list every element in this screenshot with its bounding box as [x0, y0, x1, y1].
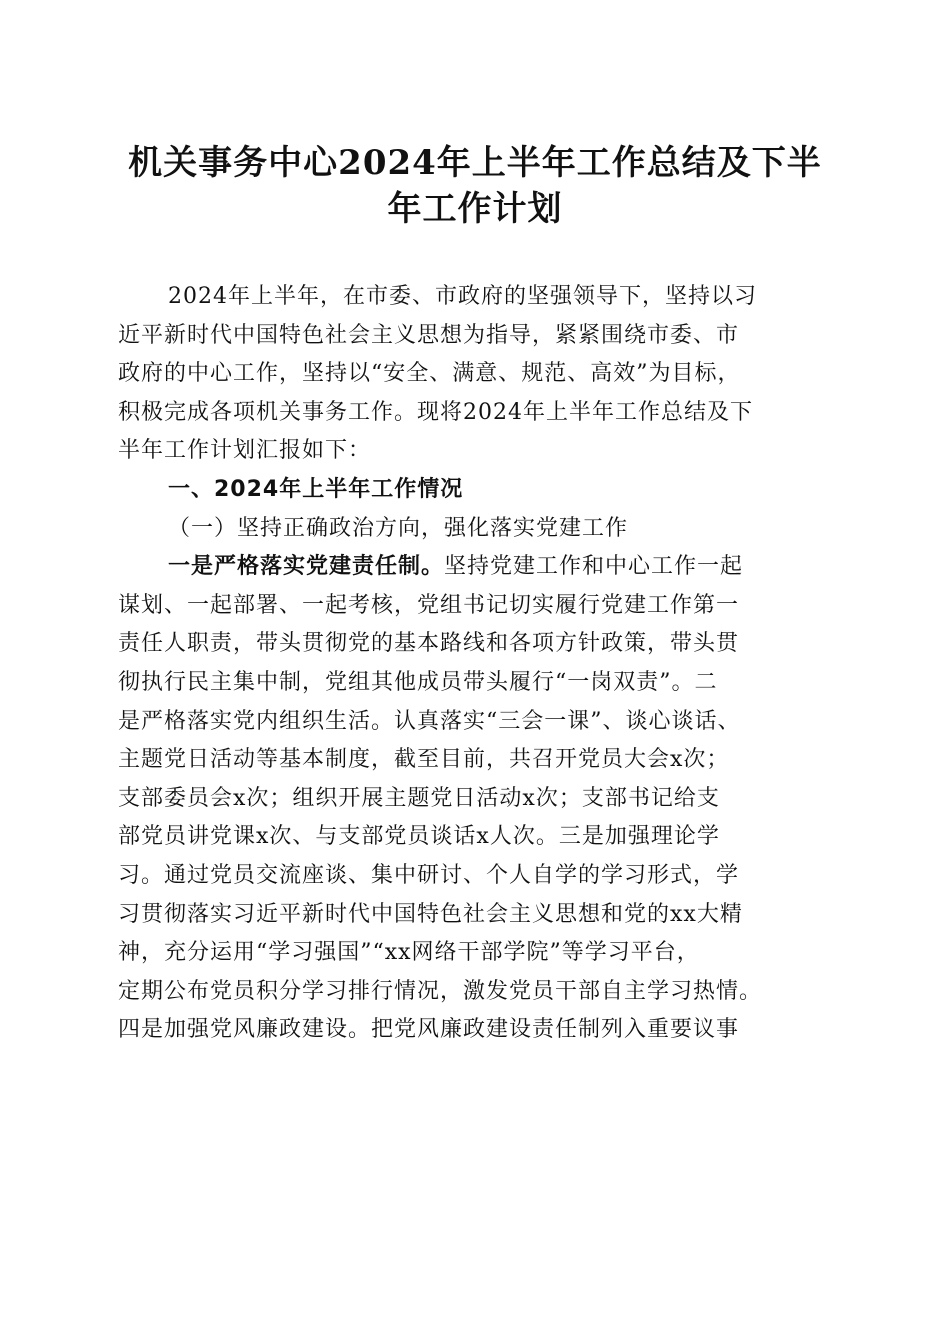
intro-line-5: 半年工作计划汇报如下： — [118, 438, 372, 464]
title-line-2: 年工作计划 — [387, 189, 563, 229]
para-1-lead: 一是严格落实党建责任制。 — [168, 554, 445, 580]
title-line-1: 机关事务中心2024年上半年工作总结及下半 — [128, 143, 822, 183]
para-1-line-13: 四是加强党风廉政建设。把党风廉政建设责任制列入重要议事 — [118, 1017, 740, 1043]
intro-line-3: 政府的中心工作，坚持以“安全、满意、规范、高效”为目标， — [118, 361, 741, 387]
para-1-first-line-rest: 坚持党建工作和中心工作一起 — [444, 554, 744, 580]
document-title — [100, 140, 850, 232]
para-1-line-7: 支部委员会x次；组织开展主题党日活动x次；支部书记给支 — [118, 785, 720, 811]
para-1-line-6: 主题党日活动等基本制度，截至目前，共召开党员大会x次； — [118, 747, 730, 773]
para-1-line-2: 谋划、一起部署、一起考核，党组书记切实履行党建工作第一 — [118, 592, 740, 618]
para-1-line-3: 责任人职责，带头贯彻党的基本路线和各项方针政策，带头贯 — [118, 631, 740, 657]
section-1-heading: 一、2024年上半年工作情况 — [168, 476, 464, 502]
para-1-line-8: 部党员讲党课x次、与支部党员谈话x人次。三是加强理论学 — [118, 824, 720, 850]
para-1-line-12: 定期公布党员积分学习排行情况，激发党员干部自主学习热情。 — [118, 978, 763, 1004]
document-body — [118, 278, 848, 1050]
intro-line-2: 近平新时代中国特色社会主义思想为指导，紧紧围绕市委、市 — [118, 322, 740, 348]
para-1-line-9: 习。通过党员交流座谈、集中研讨、个人自学的学习形式，学 — [118, 862, 740, 888]
para-1-line-5: 是严格落实党内组织生活。认真落实“三会一课”、谈心谈话、 — [118, 708, 741, 734]
intro-line-4: 积极完成各项机关事务工作。现将2024年上半年工作总结及下 — [118, 399, 753, 425]
para-1-line-1 — [118, 548, 848, 587]
para-1-line-10: 习贯彻落实习近平新时代中国特色社会主义思想和党的xx大精 — [118, 901, 743, 927]
subsection-1-heading: （一）坚持正确政治方向，强化落实党建工作 — [168, 515, 629, 541]
para-1-line-4: 彻执行民主集中制，党组其他成员带头履行“一岗双责”。二 — [118, 669, 718, 695]
para-1-line-11: 神，充分运用“学习强国”“xx网络干部学院”等学习平台， — [118, 940, 700, 966]
intro-line-1: 2024年上半年，在市委、市政府的坚强领导下，坚持以习 — [168, 284, 757, 309]
